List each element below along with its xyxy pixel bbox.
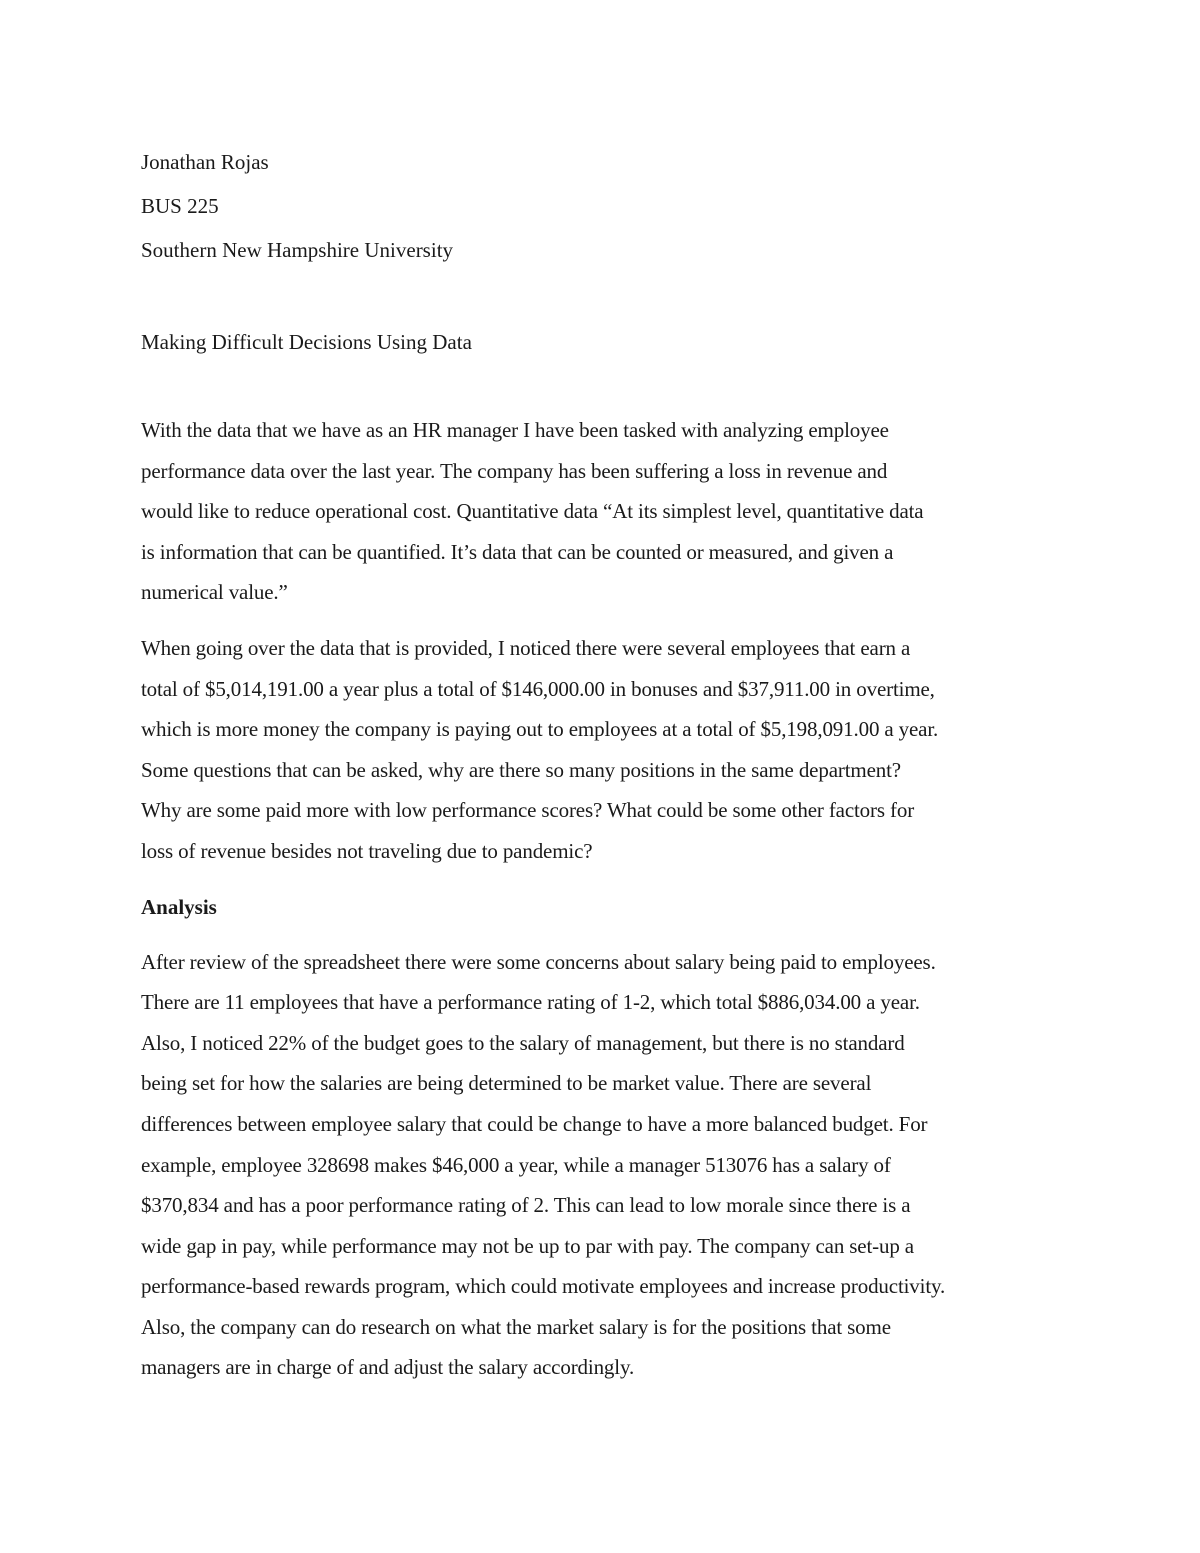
- paragraph-intro: [141, 410, 1066, 613]
- paragraph-line: $370,834 and has a poor performance rating of 2. This can lead to low morale since there is a: [141, 1193, 911, 1218]
- paragraph-line: Also, the company can do research on what the market salary is for the positions that some: [141, 1314, 891, 1339]
- paragraph-line: total of $5,014,191.00 a year plus a total of $146,000.00 in bonuses and $37,911.00 in overtime,: [141, 676, 935, 701]
- paragraph-line: is information that can be quantified. It’s data that can be counted or measured, and given a: [141, 539, 894, 564]
- paragraph-line: With the data that we have as an HR manager I have been tasked with analyzing employee: [141, 418, 889, 442]
- paragraph-line: When going over the data that is provided, I noticed there were several employees that earn a: [141, 635, 911, 660]
- school-name: Southern New Hampshire University: [141, 238, 454, 262]
- paragraph-line: performance-based rewards program, which could motivate employees and increase productivity.: [141, 1274, 946, 1299]
- paragraph-line: example, employee 328698 makes $46,000 a year, while a manager 513076 has a salary of: [141, 1152, 891, 1177]
- paragraph-line: wide gap in pay, while performance may not be up to par with pay. The company can set-up a: [141, 1233, 914, 1258]
- paragraph-line: which is more money the company is paying out to employees at a total of $5,198,091.00 a year.: [141, 717, 939, 742]
- paragraph-line: differences between employee salary that could be change to have a more balanced budget. For: [141, 1111, 928, 1136]
- paragraph-data-overview: [141, 628, 1066, 872]
- paragraph-line: would like to reduce operational cost. Quantitative data “At its simplest level, quantitative data: [141, 499, 924, 524]
- paragraph-line: Some questions that can be asked, why are there so many positions in the same department?: [141, 757, 901, 782]
- paragraph-line: There are 11 employees that have a performance rating of 1-2, which total $886,034.00 a year.: [141, 990, 920, 1015]
- paragraph-line: After review of the spreadsheet there were some concerns about salary being paid to employees.: [141, 949, 936, 974]
- paragraph-line: performance data over the last year. The company has been suffering a loss in revenue and: [141, 458, 888, 483]
- document-title: Making Difficult Decisions Using Data: [141, 330, 472, 354]
- paragraph-line: managers are in charge of and adjust the salary accordingly.: [141, 1355, 635, 1380]
- paragraph-line: numerical value.”: [141, 580, 288, 605]
- paragraph-line: loss of revenue besides not traveling due to pandemic?: [141, 838, 593, 863]
- paragraph-line: being set for how the salaries are being determined to be market value. There are several: [141, 1071, 872, 1096]
- author-name: Jonathan Rojas: [141, 150, 269, 174]
- paragraph-line: Why are some paid more with low performance scores? What could be some other factors for: [141, 798, 915, 823]
- section-heading-analysis: Analysis: [141, 894, 217, 919]
- paragraph-analysis: [141, 942, 1066, 1389]
- course-code: BUS 225: [141, 194, 219, 218]
- document-body: [141, 140, 1066, 1388]
- paragraph-line: Also, I noticed 22% of the budget goes to the salary of management, but there is no standard: [141, 1030, 905, 1055]
